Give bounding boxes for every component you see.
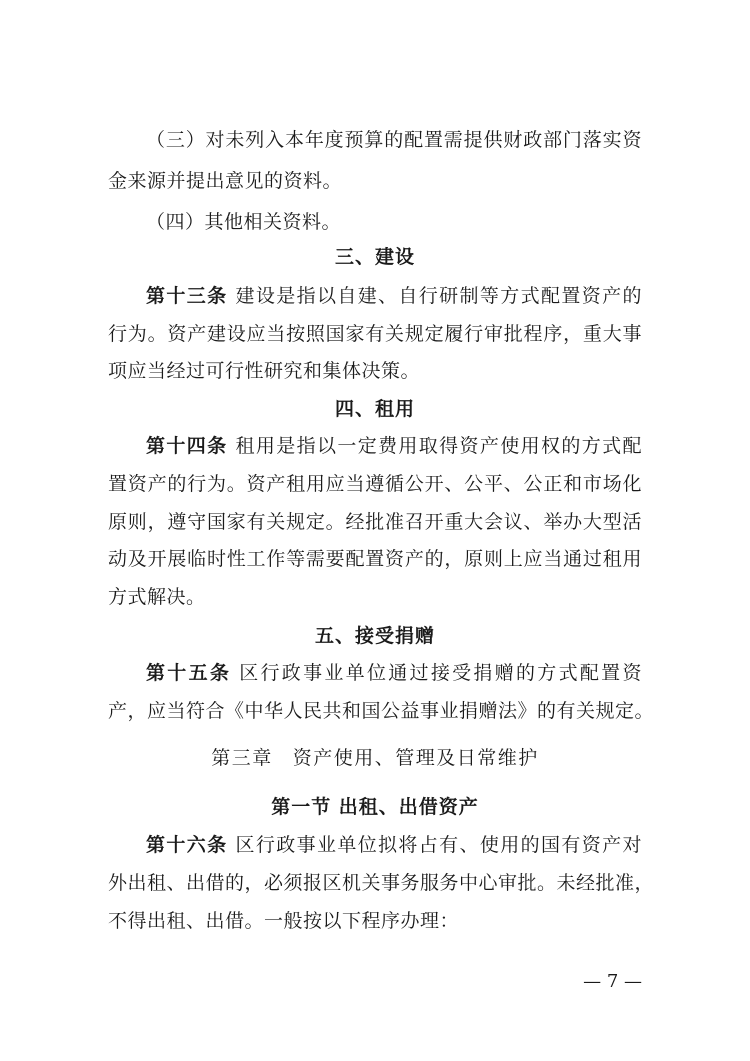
section-heading: 四、租用	[334, 398, 415, 420]
paragraph-line: 项应当经过可行性研究和集体决策。	[108, 360, 421, 382]
article-label: 第十五条	[146, 662, 232, 684]
article-text: 建设是指以自建、自行研制等方式配置资产的	[235, 285, 642, 307]
chapter-number: 第三章	[211, 747, 273, 769]
paragraph-line: 不得出租、出借。一般按以下程序办理：	[108, 910, 460, 932]
page-number: — 7 —	[583, 971, 642, 992]
section-heading: 三、建设	[334, 246, 415, 268]
article-13-line	[146, 284, 642, 308]
article-15-line	[146, 661, 642, 685]
paragraph-line: 原则，遵守国家有关规定。经批准召开重大会议、举办大型活	[108, 511, 642, 533]
paragraph-line: 动及开展临时性工作等需要配置资产的，原则上应当通过租用	[108, 548, 642, 570]
section-heading: 第一节 出租、出借资产	[271, 796, 479, 818]
chapter-heading	[108, 746, 642, 770]
paragraph-line: 外出租、出借的，必须报区机关事务服务中心审批。未经批准，	[108, 872, 655, 894]
article-label: 第十六条	[146, 834, 228, 856]
paragraph-line: 行为。资产建设应当按照国家有关规定履行审批程序，重大事	[108, 323, 642, 345]
article-text: 区行政事业单位通过接受捐赠的方式配置资	[239, 662, 642, 684]
article-16-line	[146, 833, 642, 857]
section-heading: 五、接受捐赠	[314, 625, 435, 647]
chapter-title: 资产使用、管理及日常维护	[292, 747, 539, 769]
article-label: 第十三条	[146, 285, 228, 307]
paragraph-line: 产，应当符合《中华人民共和国公益事业捐赠法》的有关规定。	[108, 700, 655, 722]
article-label: 第十四条	[146, 435, 228, 457]
article-text: 租用是指以一定费用取得资产使用权的方式配	[235, 435, 642, 457]
paragraph-line: 金来源并提出意见的资料。	[108, 170, 343, 192]
article-14-line	[146, 434, 642, 458]
paragraph-line: 方式解决。	[108, 586, 206, 608]
paragraph-line: （四）其他相关资料。	[146, 211, 342, 233]
article-text: 区行政事业单位拟将占有、使用的国有资产对	[235, 834, 642, 856]
paragraph-line: 置资产的行为。资产租用应当遵循公开、公平、公正和市场化	[108, 473, 642, 495]
paragraph-line: （三）对未列入本年度预算的配置需提供财政部门落实资	[146, 129, 642, 151]
